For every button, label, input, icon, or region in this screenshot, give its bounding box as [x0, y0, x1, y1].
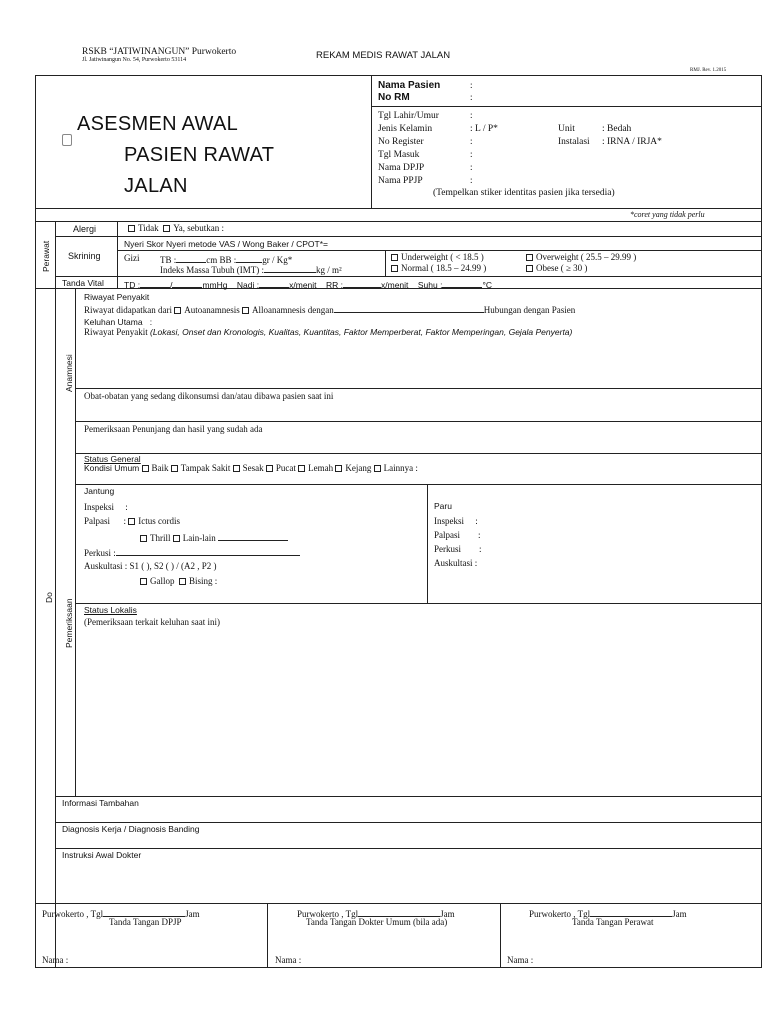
keluhan-utama-title: Keluhan Utama :: [84, 317, 153, 327]
dpjp-date-field[interactable]: [103, 908, 185, 917]
bb-field[interactable]: [236, 254, 262, 263]
status-general-title: Status General: [84, 454, 141, 464]
obese-option: Obese ( ≥ 30 ): [526, 264, 587, 274]
kondisi-umum-row: Kondisi Umum Baik Tampak Sakit Sesak Pucat Lemah Kejang Lainnya :: [84, 463, 418, 473]
kondisi-lemah-checkbox[interactable]: [298, 465, 305, 472]
suhu-field[interactable]: [442, 279, 482, 288]
perawat-date-field[interactable]: [590, 908, 672, 917]
normal-option: Normal ( 18.5 – 24.99 ): [391, 264, 486, 274]
logo-icon: [62, 134, 72, 146]
jenis-kelamin-value[interactable]: : L / P*: [470, 124, 498, 134]
no-rm-label: No RM: [378, 92, 410, 103]
no-register-label: No Register: [378, 137, 424, 147]
alergi-ya-checkbox[interactable]: [163, 225, 170, 232]
signature-dpjp-label: Tanda Tangan DPJP: [109, 917, 182, 927]
paru-palpasi: Palpasi :: [434, 530, 481, 540]
jantung-auskultasi: Auskultasi : S1 ( ), S2 ( ) / (A2 , P2 ): [84, 561, 217, 571]
imt-field[interactable]: [264, 264, 316, 273]
nadi-field[interactable]: [259, 279, 289, 288]
tgl-lahir-label: Tgl Lahir/Umur: [378, 111, 439, 121]
perkusi-field[interactable]: [116, 547, 300, 556]
do-side-label: Do: [44, 592, 54, 603]
imt-row: Indeks Massa Tubuh (IMT) : kg / m²: [160, 265, 342, 275]
ictus-cordis-checkbox[interactable]: [128, 518, 135, 525]
jantung-perkusi: Perkusi :: [84, 547, 300, 559]
td-sys-field[interactable]: [140, 279, 170, 288]
penunjang-textarea[interactable]: [80, 435, 758, 450]
gizi-label: Gizi: [124, 253, 140, 263]
riwayat-penyakit-title: Riwayat Penyakit: [84, 292, 150, 302]
riwayat-source-row: Riwayat didapatkan dari Autoanamnesis Alloanamnesis dengan Hubungan dengan Pasien: [84, 305, 576, 315]
signature-perawat-label: Tanda Tangan Perawat: [572, 917, 654, 927]
status-lokalis-title: Status Lokalis: [84, 605, 137, 615]
obese-checkbox[interactable]: [526, 265, 533, 272]
paru-title: Paru: [434, 501, 452, 511]
kondisi-pucat-checkbox[interactable]: [266, 465, 273, 472]
signature-perawat-nama[interactable]: Nama :: [507, 955, 534, 965]
kondisi-sesak-checkbox[interactable]: [233, 465, 240, 472]
jantung-palpasi: Palpasi : Ictus cordis: [84, 516, 181, 526]
kondisi-lainnya-checkbox[interactable]: [374, 465, 381, 472]
lain-lain-field[interactable]: [218, 532, 288, 541]
alloanamnesis-checkbox[interactable]: [242, 307, 249, 314]
unit-value: : Bedah: [602, 124, 632, 134]
dokter-date-field[interactable]: [358, 908, 440, 917]
nama-ppjp-label: Nama PPJP: [378, 176, 423, 186]
tb-bb-row: TB : cm BB : gr / Kg*: [160, 255, 293, 265]
document-title: REKAM MEDIS RAWAT JALAN: [316, 50, 451, 61]
kondisi-kejang-checkbox[interactable]: [335, 465, 342, 472]
status-lokalis-note: (Pemeriksaan terkait keluhan saat ini): [84, 617, 220, 627]
lain-lain-checkbox[interactable]: [173, 535, 180, 542]
vital-signs-row: TD : / mmHg Nadi : x/menit RR : x/menit Suhu : °C: [124, 280, 492, 290]
tanda-vital-label: Tanda Vital: [62, 278, 104, 288]
autoanamnesis-checkbox[interactable]: [174, 307, 181, 314]
rr-field[interactable]: [343, 279, 381, 288]
form-code: RMJ. Rev. 1.2015: [690, 68, 727, 73]
skrining-label: Skrining: [68, 251, 101, 261]
diagnosis-label: Diagnosis Kerja / Diagnosis Banding: [62, 824, 200, 834]
instruksi-label: Instruksi Awal Dokter: [62, 850, 142, 860]
pemeriksaan-side-label: Pemeriksaan: [64, 598, 74, 648]
keluhan-textarea[interactable]: [80, 340, 758, 384]
jantung-title: Jantung: [84, 486, 115, 496]
tb-field[interactable]: [176, 254, 206, 263]
signature-dpjp-date: Purwokerto , Tgl Jam: [42, 909, 200, 919]
form-title-line1: ASESMEN AWAL: [77, 113, 239, 135]
nama-pasien-label: Nama Pasien: [378, 80, 441, 91]
paru-perkusi: Perkusi :: [434, 544, 482, 554]
unit-label: Unit: [558, 124, 575, 134]
signature-dpjp-nama[interactable]: Nama :: [42, 955, 69, 965]
paru-inspeksi: Inspeksi :: [434, 516, 478, 526]
paru-auskultasi: Auskultasi :: [434, 558, 478, 568]
nama-dpjp-label: Nama DPJP: [378, 163, 425, 173]
overweight-checkbox[interactable]: [526, 254, 533, 261]
td-dia-field[interactable]: [172, 279, 202, 288]
signature-dokter-label: Tanda Tangan Dokter Umum (bila ada): [306, 917, 448, 927]
nyeri-text: Nyeri Skor Nyeri metode VAS / Wong Baker / CPOT*=: [124, 239, 328, 249]
allo-field[interactable]: [334, 304, 484, 313]
obat-textarea[interactable]: [80, 402, 758, 418]
signature-dokter-nama[interactable]: Nama :: [275, 955, 302, 965]
penunjang-label: Pemeriksaan Penunjang dan hasil yang sudah ada: [84, 424, 263, 434]
obat-label: Obat-obatan yang sedang dikonsumsi dan/atau dibawa pasien saat ini: [84, 391, 334, 401]
gallop-row: Gallop Bising :: [140, 577, 217, 587]
riwayat-penyakit-detail: Riwayat Penyakit (Lokasi, Onset dan Kronologis, Kualitas, Kuantitas, Faktor Memperberat, Faktor Memperingan, Gejala Penyerta): [84, 327, 573, 337]
kondisi-baik-checkbox[interactable]: [142, 465, 149, 472]
alergi-options: Tidak Ya, sebutkan :: [128, 224, 224, 234]
alergi-label: Alergi: [73, 224, 97, 234]
hospital-name: RSKB “JATIWINANGUN” Purwokerto: [82, 47, 237, 57]
jenis-kelamin-label: Jenis Kelamin: [378, 124, 433, 134]
thrill-checkbox[interactable]: [140, 535, 147, 542]
underweight-option: Underweight ( < 18.5 ): [391, 253, 484, 263]
perawat-side-label: Perawat: [41, 240, 51, 272]
informasi-tambahan-label: Informasi Tambahan: [62, 798, 139, 808]
tgl-masuk-label: Tgl Masuk: [378, 150, 420, 160]
coret-note: *coret yang tidak perlu: [630, 210, 705, 219]
overweight-option: Overweight ( 25.5 – 29.99 ): [526, 253, 636, 263]
kondisi-tampak-sakit-checkbox[interactable]: [171, 465, 178, 472]
form-title-line3: JALAN: [124, 175, 188, 197]
signature-perawat-date: Purwokerto , Tgl Jam: [529, 909, 687, 919]
underweight-checkbox[interactable]: [391, 254, 398, 261]
gallop-checkbox[interactable]: [140, 578, 147, 585]
instalasi-label: Instalasi: [558, 137, 590, 147]
bising-checkbox[interactable]: [179, 578, 186, 585]
normal-checkbox[interactable]: [391, 265, 398, 272]
sticker-note: (Tempelkan stiker identitas pasien jika tersedia): [433, 188, 615, 198]
anamnesis-side-label: Anamnesi: [64, 354, 74, 392]
thrill-row: Thrill Lain-lain: [140, 532, 288, 544]
form-title-line2: PASIEN RAWAT: [124, 144, 275, 166]
status-lokalis-area[interactable]: [80, 630, 758, 792]
signature-dokter-date: Purwokerto , Tgl Jam: [297, 909, 455, 919]
instalasi-value[interactable]: : IRNA / IRJA*: [602, 137, 662, 147]
alergi-tidak-checkbox[interactable]: [128, 225, 135, 232]
jantung-inspeksi: Inspeksi :: [84, 502, 128, 512]
hospital-address: Jl. Jatiwinangun No. 54, Purwokerto 53114: [82, 57, 187, 63]
